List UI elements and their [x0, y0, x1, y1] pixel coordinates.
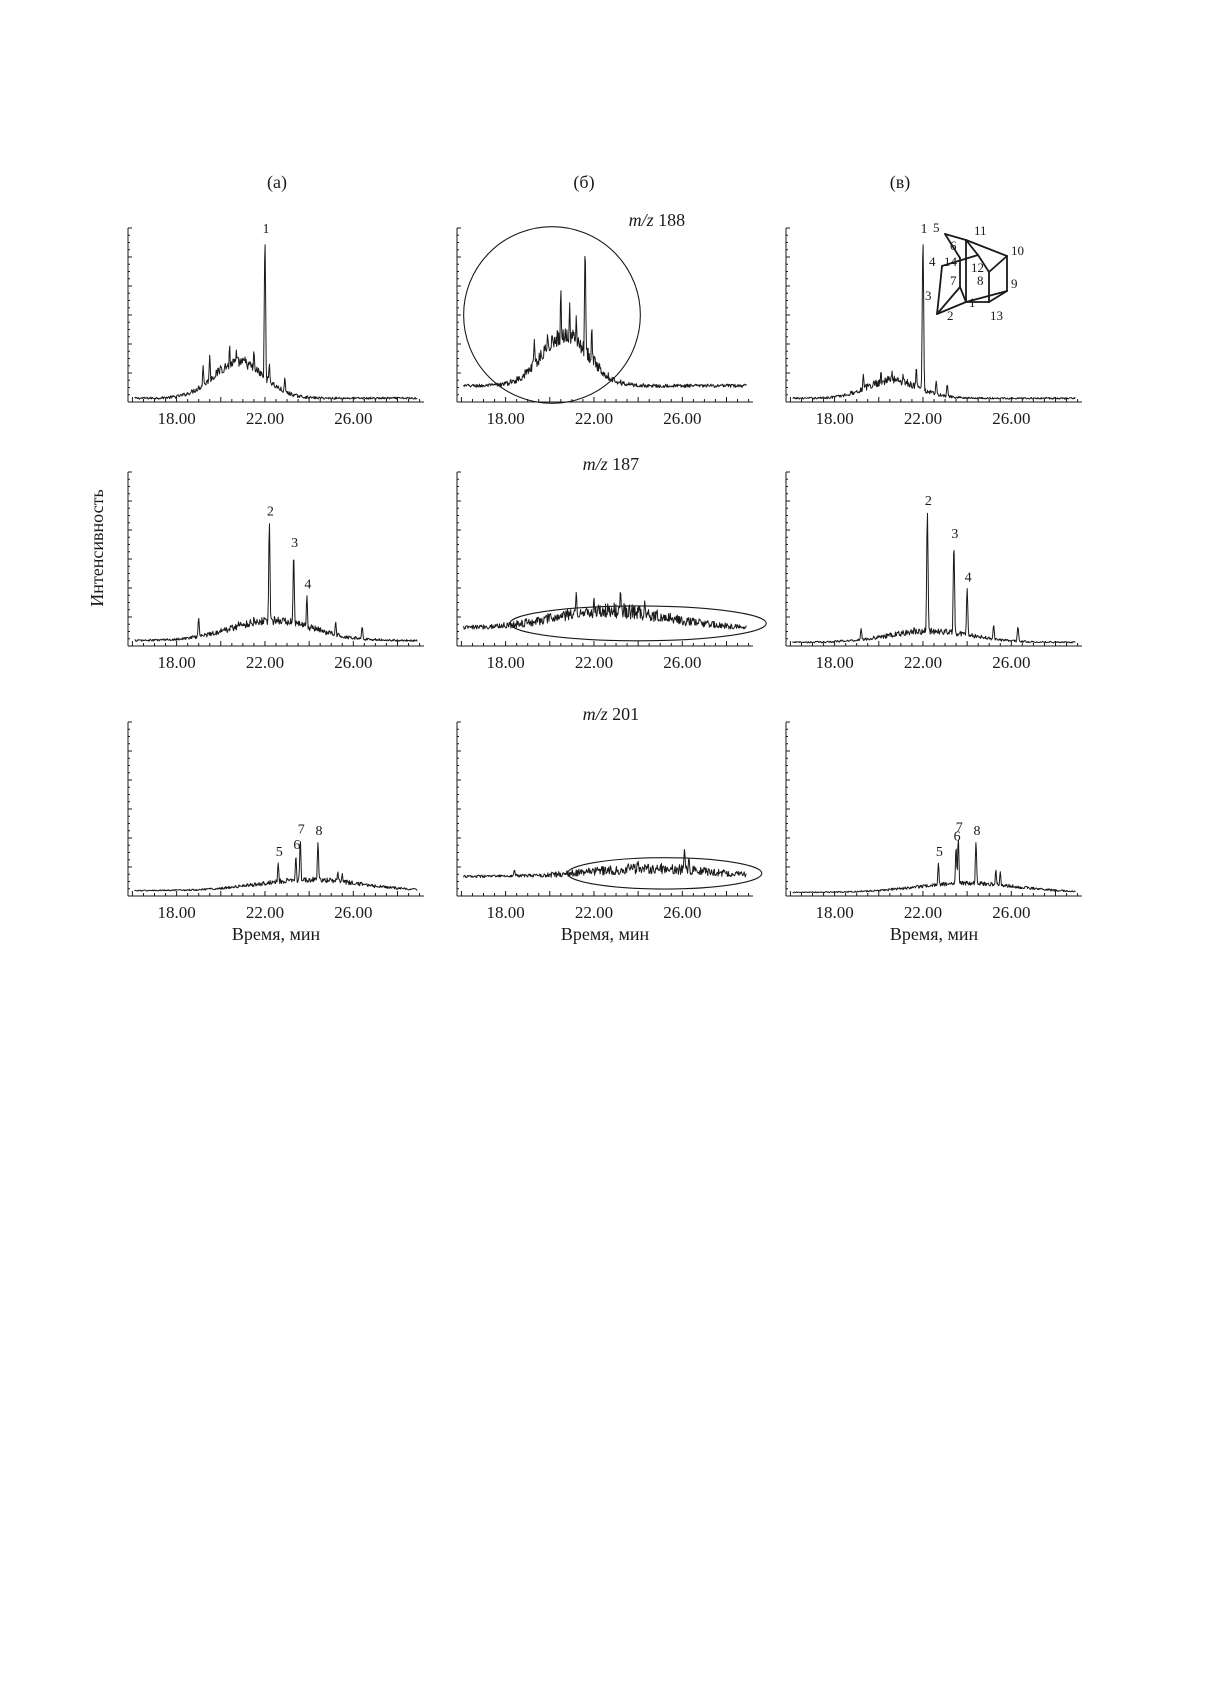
- x-tick-label: 26.00: [992, 903, 1031, 922]
- panel-а-row3: [128, 722, 424, 944]
- x-tick-label: 18.00: [815, 409, 854, 428]
- diamondoid-structure: [925, 220, 1024, 323]
- y-axis-title: Интенсивность: [87, 489, 107, 607]
- x-tick-label: 18.00: [815, 653, 854, 672]
- x-tick-label: 22.00: [903, 903, 943, 922]
- atom-label-12: 12: [971, 260, 984, 275]
- x-tick-label: 22.00: [245, 409, 285, 428]
- peak-label-6: 6: [953, 829, 961, 845]
- panel-б-row1: [457, 210, 753, 428]
- x-tick-label: 18.00: [157, 903, 196, 922]
- peak-label-8: 8: [973, 824, 981, 840]
- x-tick-label: 26.00: [334, 903, 373, 922]
- peak-label-1: 1: [920, 222, 928, 238]
- x-tick-label: 18.00: [486, 653, 525, 672]
- atom-label-13: 13: [990, 308, 1003, 323]
- peak-label-3: 3: [291, 535, 299, 551]
- x-tick-label: 18.00: [157, 653, 196, 672]
- peak-label-2: 2: [266, 504, 274, 520]
- highlight-circle: [464, 227, 641, 404]
- x-tick-label: 18.00: [486, 409, 525, 428]
- x-axis-title: Время, мин: [231, 924, 321, 944]
- atom-label-9: 9: [1011, 276, 1018, 291]
- chromatogram-grid: [128, 210, 1082, 944]
- x-tick-label: 22.00: [574, 653, 614, 672]
- atom-label-11: 11: [974, 223, 987, 238]
- chromatogram-trace: [793, 513, 1076, 643]
- column-label-v: (в): [889, 172, 911, 192]
- column-label-b: (б): [573, 172, 595, 192]
- chromatogram-trace: [464, 850, 747, 878]
- x-tick-label: 22.00: [245, 903, 285, 922]
- x-tick-label: 26.00: [663, 903, 702, 922]
- chromatogram-trace: [135, 524, 418, 642]
- x-tick-label: 18.00: [157, 409, 196, 428]
- x-tick-label: 22.00: [574, 903, 614, 922]
- mz-label: m/z 201: [582, 704, 640, 724]
- chromatogram-trace: [464, 592, 747, 629]
- peak-label-7: 7: [955, 820, 963, 836]
- atom-label-3: 3: [925, 288, 932, 303]
- mz-label: m/z 187: [582, 454, 640, 474]
- peak-label-4: 4: [964, 570, 972, 586]
- peak-label-6: 6: [293, 837, 301, 853]
- atom-label-14: 14: [944, 254, 957, 269]
- chromatogram-trace: [793, 840, 1076, 893]
- panel-в-row3: [786, 722, 1082, 944]
- atom-label-7: 7: [950, 273, 957, 288]
- atom-label-5: 5: [933, 220, 940, 235]
- peak-label-1: 1: [262, 222, 270, 238]
- panel-в-row2: [786, 472, 1082, 672]
- x-tick-label: 18.00: [815, 903, 854, 922]
- chromatogram-trace: [135, 245, 418, 400]
- atom-label-10: 10: [1011, 243, 1024, 258]
- peak-label-8: 8: [315, 824, 323, 840]
- peak-label-7: 7: [297, 822, 305, 838]
- panel-а-row1: [128, 222, 424, 428]
- atom-label-2: 2: [947, 308, 954, 323]
- column-label-a: (а): [267, 172, 287, 192]
- peak-label-5: 5: [935, 844, 943, 860]
- x-tick-label: 22.00: [903, 653, 943, 672]
- peak-label-3: 3: [951, 527, 959, 543]
- x-axis-title: Время, мин: [889, 924, 979, 944]
- x-tick-label: 22.00: [574, 409, 614, 428]
- x-tick-label: 22.00: [245, 653, 285, 672]
- x-axis-title: Время, мин: [560, 924, 650, 944]
- chromatogram-trace: [464, 257, 747, 388]
- atom-label-1: 1: [969, 295, 976, 310]
- atom-label-4: 4: [929, 254, 936, 269]
- mz-label: m/z 188: [628, 210, 686, 230]
- panel-б-row3: [457, 704, 762, 944]
- peak-label-2: 2: [924, 494, 932, 510]
- x-tick-label: 22.00: [903, 409, 943, 428]
- x-tick-label: 26.00: [992, 409, 1031, 428]
- x-tick-label: 26.00: [992, 653, 1031, 672]
- peak-label-5: 5: [275, 844, 283, 860]
- x-tick-label: 18.00: [486, 903, 525, 922]
- panel-а-row2: [128, 472, 424, 672]
- x-tick-label: 26.00: [663, 409, 702, 428]
- peak-label-4: 4: [304, 577, 312, 593]
- panel-б-row2: [457, 454, 766, 672]
- x-tick-label: 26.00: [663, 653, 702, 672]
- atom-label-8: 8: [977, 273, 984, 288]
- x-tick-label: 26.00: [334, 653, 373, 672]
- atom-label-6: 6: [950, 238, 957, 253]
- x-tick-label: 26.00: [334, 409, 373, 428]
